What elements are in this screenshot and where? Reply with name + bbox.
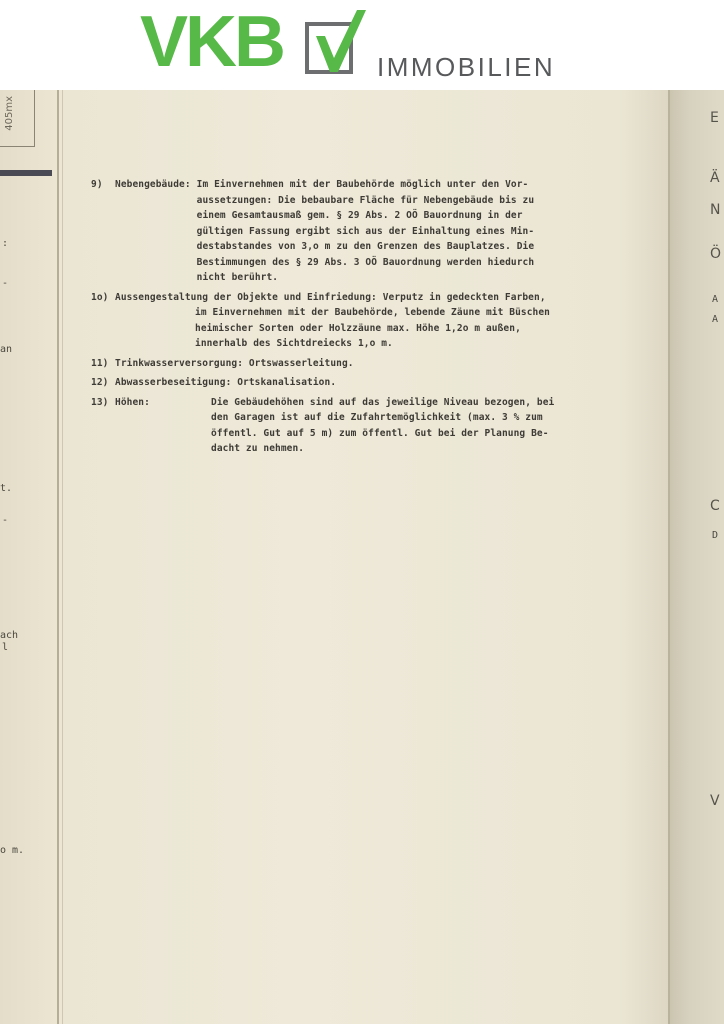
dimension-label: 405mx bbox=[4, 96, 15, 131]
body-line: heimischer Sorten oder Holzzäune max. Höhe 1,2o m außen, bbox=[195, 322, 521, 334]
margin-fragment: o m. bbox=[0, 845, 25, 856]
margin-fragment: t. bbox=[0, 483, 13, 494]
margin-fragment: A bbox=[712, 314, 719, 325]
list-item bbox=[91, 177, 666, 286]
item-heading: Aussengestaltung der Objekte und Einfriedung: Verputz in gedeckten Farben, bbox=[115, 291, 546, 303]
body-line: destabstandes von 3,o m zu den Grenzen des Bauplatzes. Die bbox=[196, 241, 535, 252]
margin-fragment: N bbox=[710, 202, 721, 218]
checkmark-icon bbox=[310, 6, 370, 76]
body-line: gültigen Fassung ergibt sich aus der Einhaltung eines Min- bbox=[196, 225, 535, 237]
dimension-box bbox=[0, 90, 35, 147]
document-text bbox=[91, 177, 666, 461]
item-heading: Abwasserbeseitigung: Ortskanalisation. bbox=[115, 377, 337, 388]
margin-fragment: - bbox=[2, 278, 9, 289]
item-body bbox=[195, 305, 666, 352]
list-item bbox=[91, 375, 666, 391]
margin-fragment: : bbox=[2, 238, 9, 249]
body-line: aussetzungen: Die bebaubare Fläche für Nebengebäude bis zu bbox=[196, 194, 535, 206]
body-line: Im Einvernehmen mit der Baubehörde möglich unter den Vor- bbox=[196, 179, 529, 190]
item-number: 9) bbox=[91, 179, 103, 190]
item-heading: Trinkwasserversorgung: Ortswasserleitung. bbox=[115, 357, 354, 369]
left-margin-bar bbox=[0, 170, 52, 176]
body-line: dacht zu nehmen. bbox=[211, 443, 305, 454]
right-margin-strip bbox=[668, 90, 724, 1024]
left-margin-strip bbox=[0, 90, 63, 1024]
list-item bbox=[91, 290, 666, 352]
item-heading: Nebengebäude: bbox=[115, 179, 191, 190]
list-item bbox=[91, 395, 666, 457]
margin-fragment: Ö bbox=[710, 246, 722, 262]
margin-fragment: E bbox=[710, 110, 719, 126]
body-line: im Einvernehmen mit der Baubehörde, lebende Zäune mit Büschen bbox=[195, 307, 550, 318]
margin-fragment: Ä bbox=[710, 170, 720, 186]
item-heading: Höhen: bbox=[115, 396, 150, 408]
list-item bbox=[91, 356, 666, 372]
item-number: 1o) bbox=[91, 291, 109, 303]
item-number: 12) bbox=[91, 377, 109, 388]
margin-fragment: D bbox=[712, 530, 719, 541]
margin-fragment: - bbox=[2, 515, 9, 526]
body-line: nicht berührt. bbox=[196, 272, 279, 283]
margin-fragment: A bbox=[712, 294, 719, 305]
body-line: Die Gebäudehöhen sind auf das jeweilige Niveau bezogen, bei bbox=[211, 396, 555, 408]
body-line: den Garagen ist auf die Zufahrtemöglichkeit (max. 3 % zum bbox=[211, 412, 543, 423]
body-line: einem Gesamtausmaß gem. § 29 Abs. 2 OÖ Bauordnung in der bbox=[196, 210, 523, 221]
scanned-page bbox=[0, 90, 724, 1024]
vkb-immobilien-logo bbox=[0, 0, 724, 90]
body-line: innerhalb des Sichtdreiecks 1,o m. bbox=[195, 338, 393, 349]
item-number: 11) bbox=[91, 357, 109, 369]
item-body bbox=[211, 395, 554, 457]
margin-fragment: an bbox=[0, 344, 13, 355]
body-line: öffentl. Gut auf 5 m) zum öffentl. Gut bei der Planung Be- bbox=[211, 427, 549, 439]
margin-fragment: l bbox=[2, 642, 9, 653]
left-border-line bbox=[57, 90, 59, 1024]
margin-fragment: ach bbox=[0, 630, 19, 641]
margin-fragment: V bbox=[710, 793, 720, 809]
logo-subtitle: IMMOBILIEN bbox=[377, 52, 556, 82]
item-number: 13) bbox=[91, 396, 109, 408]
margin-fragment: C bbox=[710, 498, 720, 514]
item-body bbox=[197, 177, 535, 286]
body-line: Bestimmungen des § 29 Abs. 3 OÖ Bauordnung werden hiedurch bbox=[196, 256, 535, 268]
logo-brand: VKB bbox=[140, 2, 284, 82]
